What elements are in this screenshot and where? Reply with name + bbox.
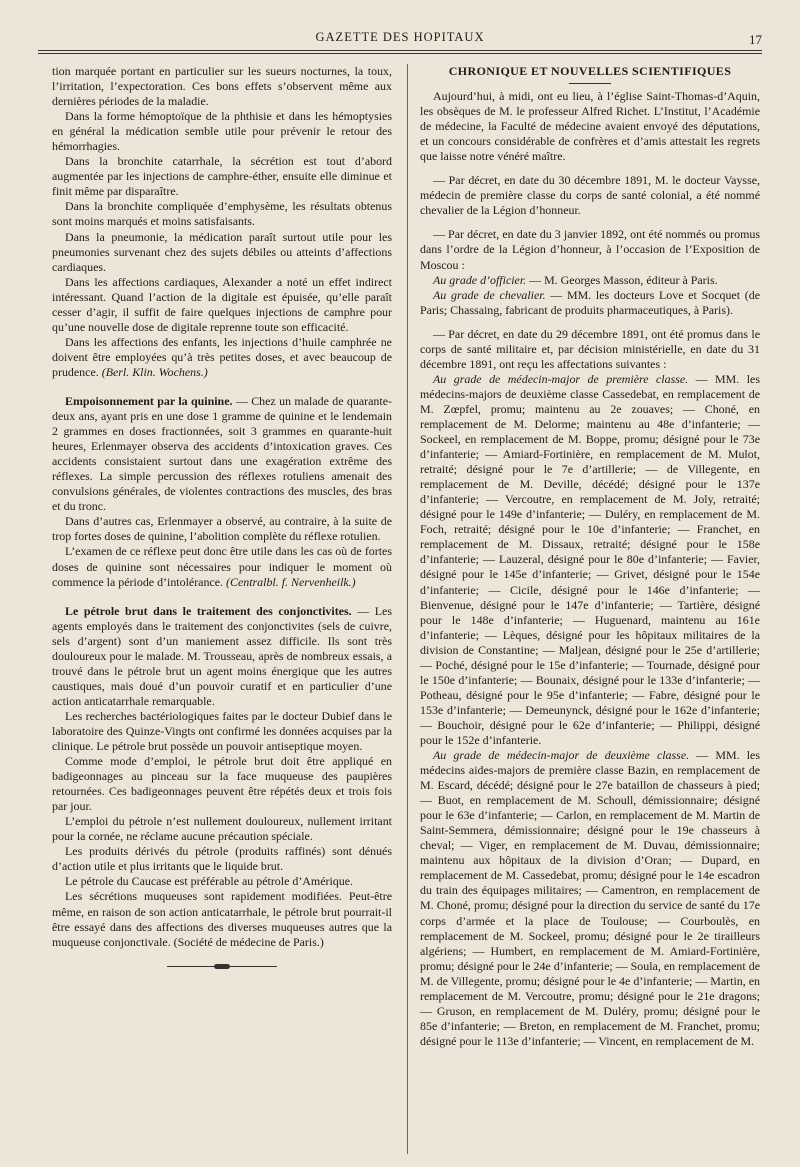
paragraph: Dans la bronchite catarrhale, la sécrétion est tout d’abord augmentée par les injections de camphre-éther, ensuite elle diminue et finit même par disparaître. bbox=[52, 154, 392, 199]
grade-label: Au grade de médecin-major de deuxième classe. bbox=[433, 748, 690, 763]
paragraph: Le pétrole du Caucase est préférable au pétrole d’Amérique. bbox=[65, 874, 354, 889]
paragraph-text: — MM. les médecins-majors de deuxième classe Cassedebat, en remplacement de M. Zœpfel, promu; maintenu au 2e zouaves; — Choné, en remplacement de M. Delorme; maintenu au 48e d’infanterie; — Sockeel, en remplacement de M. Boppe, promu; désigné pour le 73e d’infanterie; — Amiard-Fortinière, en remplacement de M. Mulot, retraité; désigné pour le 7e d’artillerie; — de Villegente, en remplacement de M. Deville, décédé; désigné pour le 137e d’infanterie; — Vercoutre, en remplacement de M. Joly, retraité; désigné pour le 149e d’infanterie; — Duléry, en remplacement de M. Foch, retraité; désigné pour le 10e d’infanterie; — Franchet, en remplacement de M. Dissaux, retraité; désigné pour le 158e d’infanterie; — Lauzeral, désigné pour le 80e d’infanterie; — Favier, désigné pour le 145e d’infanterie; — Grivet, désigné pour le 154e d’infanterie; — Cicile, désigné pour le 146e d’infanterie; — Bienvenue, désigné pour le 147e d’infanterie; — Tartière, désigné pour le 148e d’infanterie; — Huguenard, maintenu au 161e d’infanterie; — Lèques, désigné pour les hôpitaux militaires de la division de Constantine; — Maljean, désigné pour le 25e d’artillerie; — Poché, désigné pour le 15e d’infanterie; — Tournade, désigné pour le 150e d’infanterie; — Bounaix, désigné pour le 133e d’infanterie; — Potheau, désigné pour le 95e d’infanterie; — Fabre, désigné pour le 153e d’infanterie; — Demeunynck, désigné pour le 162e d’infanterie; — Bouchoir, désigné pour le 62e d’infanterie; — Philippi, désigné pour le 152e d’infanterie. bbox=[420, 371, 760, 747]
paragraph: Les recherches bactériologiques faites par le docteur Dubief dans le laboratoire des Quinze-Vingts ont confirmé les données acquises par la clinique. Le pétrole brut possède un pouvoir antiseptique moyen. bbox=[52, 708, 392, 754]
section-title: CHRONIQUE ET NOUVELLES SCIENTIFIQUES bbox=[448, 64, 732, 78]
paragraph-text: L’examen de ce réflexe peut donc être utile dans les cas où de fortes doses de quinine sont nécessaires pour indiquer le moment où commence la période d’intolérance. bbox=[52, 544, 392, 589]
paragraph: Aujourd’hui, à midi, ont eu lieu, à l’église Saint-Thomas-d’Aquin, les obsèques de M. le professeur Alfred Richet. L’Institut, l’Académie de médecine, la Faculté de médecine avaient envoyé des députations, et un concours considérable de confrères et d’amis attestait les regrets que laisse notre vénéré maître. bbox=[420, 89, 760, 164]
paragraph-text: — MM. les médecins aides-majors de première classe Bazin, en remplacement de M. Escard, décédé; désigné pour le 27e bataillon de chasseurs à pied; — Buot, en remplacement de M. Schoull, démissionnaire; désigné pour le 63e d’infanterie; — Carlon, en remplacement de M. Martin de Saint-Semmera, démissionnaire; désigné pour le 19e chasseurs à cheval; — Viger, en remplacement de M. Duvau, démissionnaire; maintenu aux hôpitaux de la division d’Oran; — Dupard, en remplacement de M. Cassedebat, promu; désigné pour le 14e escadron du train des équipages militaires; — Camentron, en remplacement de M. Choné, promu; désigné pour la direction du service de santé du 17e corps d’armée et la place de Toulouse; — Courboulès, en remplacement de M. Sockeel, promu; désigné pour le 2e tirailleurs algériens; — Humbert, en remplacement de M. Amiard-Fortinière, promu; désigné pour le 24e d’infanterie; — Soula, en remplacement de M. de Villegente, promu; désigné pour le 4e d’infanterie; — Martin, en remplacement de M. Vercoutre, promu; désigné pour le 21e dragons; — Gruson, en remplacement de M. Duléry, promu; désigné pour le 85e d’infanterie; — Breton, en remplacement de M. Franchet, promu; désigné pour le 113e d’infanterie; — Vincent, en remplacement de M. bbox=[420, 748, 760, 1048]
paragraph-text: — MM. les docteurs Love et Socquet (de Paris; Chassaing, fabricant de produits pharmaceutiques, à Paris). bbox=[420, 287, 760, 317]
paragraph: Les sécrétions muqueuses sont rapidement modifiées. Peut-être même, en raison de son action anticatarrhale, le pétrole brut pourrait-il être essayé dans des affections des diverses muqueuses autres que la muqueuse conjonctivale. (Société de médecine de Paris.) bbox=[52, 889, 392, 949]
column-divider bbox=[407, 64, 408, 1154]
end-ornament bbox=[167, 966, 277, 967]
paragraph: Dans la forme hémoptoïque de la phthisie et dans les hémoptysies en général la médication semble utile pour prévenir le retour des hémorrhagies. bbox=[52, 109, 392, 154]
paragraph: tion marquée portant en particulier sur les sueurs nocturnes, la toux, l’irritation, l’expectoration. Ces bons effets s’observent même aux dernières périodes de la maladie. bbox=[52, 64, 392, 109]
paragraph bbox=[420, 748, 760, 1049]
paragraph: — Par décret, en date du 3 janvier 1892, ont été nommés ou promus dans l’ordre de la Légion d’honneur, à l’occasion de l’Exposition de Moscou : bbox=[420, 227, 760, 272]
grade-label: Au grade de chevalier. bbox=[433, 287, 546, 302]
paragraph-text: Dans les affections des enfants, les injections d’huile camphrée ne doivent être employées qu’à très petites doses, et avec beaucoup de prudence. bbox=[52, 334, 392, 379]
page-number: 17 bbox=[749, 32, 762, 47]
article-text: — Les agents employés dans le traitement des conjonctivites (sels de cuivre, sels d’argent) sont d’un maniement assez difficile. Ils sont très douloureux pour le malade. M. Trousseau, après de nombreux essais, a trouvé dans le pétrole brut un agent moins énergique que les autres caustiques, mais doué d’un pouvoir curatif et en particulier d’une action anticatarrhale remarquable. bbox=[52, 603, 392, 708]
article-quinine bbox=[52, 394, 392, 514]
article-heading: Empoisonnement par la quinine. bbox=[65, 393, 233, 408]
left-column bbox=[52, 64, 392, 967]
paragraph: Dans d’autres cas, Erlenmayer a observé, au contraire, à la suite de trop fortes doses de quinine, l’abolition complète du réflexe rotulien. bbox=[52, 514, 392, 544]
header-rule bbox=[38, 50, 762, 51]
article-text: — Chez un malade de quarante-deux ans, ayant pris en une dose 1 gramme de quinine et le lendemain 2 grammes en doses fractionnées, soit 3 grammes en quarante-huit heures, Erlenmayer observa des accidents d’intoxication graves. Ces accidents consistaient surtout dans une exagération extrême des réflexes. La simple percussion des réflexes rotuliens amenait des convulsions générales, de violentes contractions des muscles, des bras et du tronc. bbox=[52, 393, 392, 514]
paragraph bbox=[52, 544, 392, 589]
paragraph: — Par décret, en date du 29 décembre 1891, ont été promus dans le corps de santé militaire et, par décision ministérielle, en date du 31 décembre 1891, ont reçu les affectations suivantes : bbox=[420, 326, 760, 371]
paragraph: Dans les affections cardiaques, Alexander a noté un effet indirect intéressant. Quand l’action de la digitale est épuisée, qu’elle paraît cesser d’agir, il suffit de faire quelques injections de camphre pour qu’une nouvelle dose de digitale reprenne toute son efficacité. bbox=[52, 274, 392, 334]
source-citation: (Berl. Klin. Wochens.) bbox=[101, 364, 208, 379]
article-heading: Le pétrole brut dans le traitement des conjonctivites. bbox=[65, 603, 352, 618]
running-title: GAZETTE DES HOPITAUX bbox=[315, 30, 485, 44]
paragraph: L’emploi du pétrole n’est nullement douloureux, nullement irritant pour la cornée, ne réclame aucune précaution spéciale. bbox=[52, 814, 392, 844]
right-column bbox=[420, 64, 760, 1049]
paragraph: Les produits dérivés du pétrole (produits raffinés) sont dénués d’action utile et plus irritants que le liquide brut. bbox=[52, 844, 392, 874]
article-petrole bbox=[52, 604, 392, 709]
paragraph-text: — M. Georges Masson, éditeur à Paris. bbox=[526, 272, 718, 287]
paragraph bbox=[52, 335, 392, 380]
source-citation: (Centralbl. f. Nervenheilk.) bbox=[226, 574, 356, 589]
paragraph: — Par décret, en date du 30 décembre 1891, M. le docteur Vaysse, médecin de première classe du corps de santé colonial, a été nommé chevalier de la Légion d’honneur. bbox=[420, 173, 760, 218]
grade-label: Au grade de médecin-major de première classe. bbox=[433, 371, 689, 386]
page-header bbox=[38, 26, 762, 56]
paragraph bbox=[420, 372, 760, 748]
header-rule-double bbox=[38, 53, 762, 54]
paragraph bbox=[420, 288, 760, 318]
title-rule bbox=[569, 83, 611, 84]
paragraph bbox=[420, 273, 760, 288]
grade-label: Au grade d’officier. bbox=[433, 272, 527, 287]
paragraph: Dans la pneumonie, la médication paraît surtout utile pour les pneumonies survenant chez des sujets débiles ou atteints d’affections cardiaques. bbox=[52, 229, 392, 274]
paragraph: Comme mode d’emploi, le pétrole brut doit être appliqué en badigeonnages au pinceau sur la face muqueuse des paupières retournées. Ces badigeonnages peuvent être répétés deux et trois fois par jour. bbox=[52, 754, 392, 814]
paragraph: Dans la bronchite compliquée d’emphysème, les résultats obtenus sont moins marqués et moins satisfaisants. bbox=[52, 199, 392, 229]
